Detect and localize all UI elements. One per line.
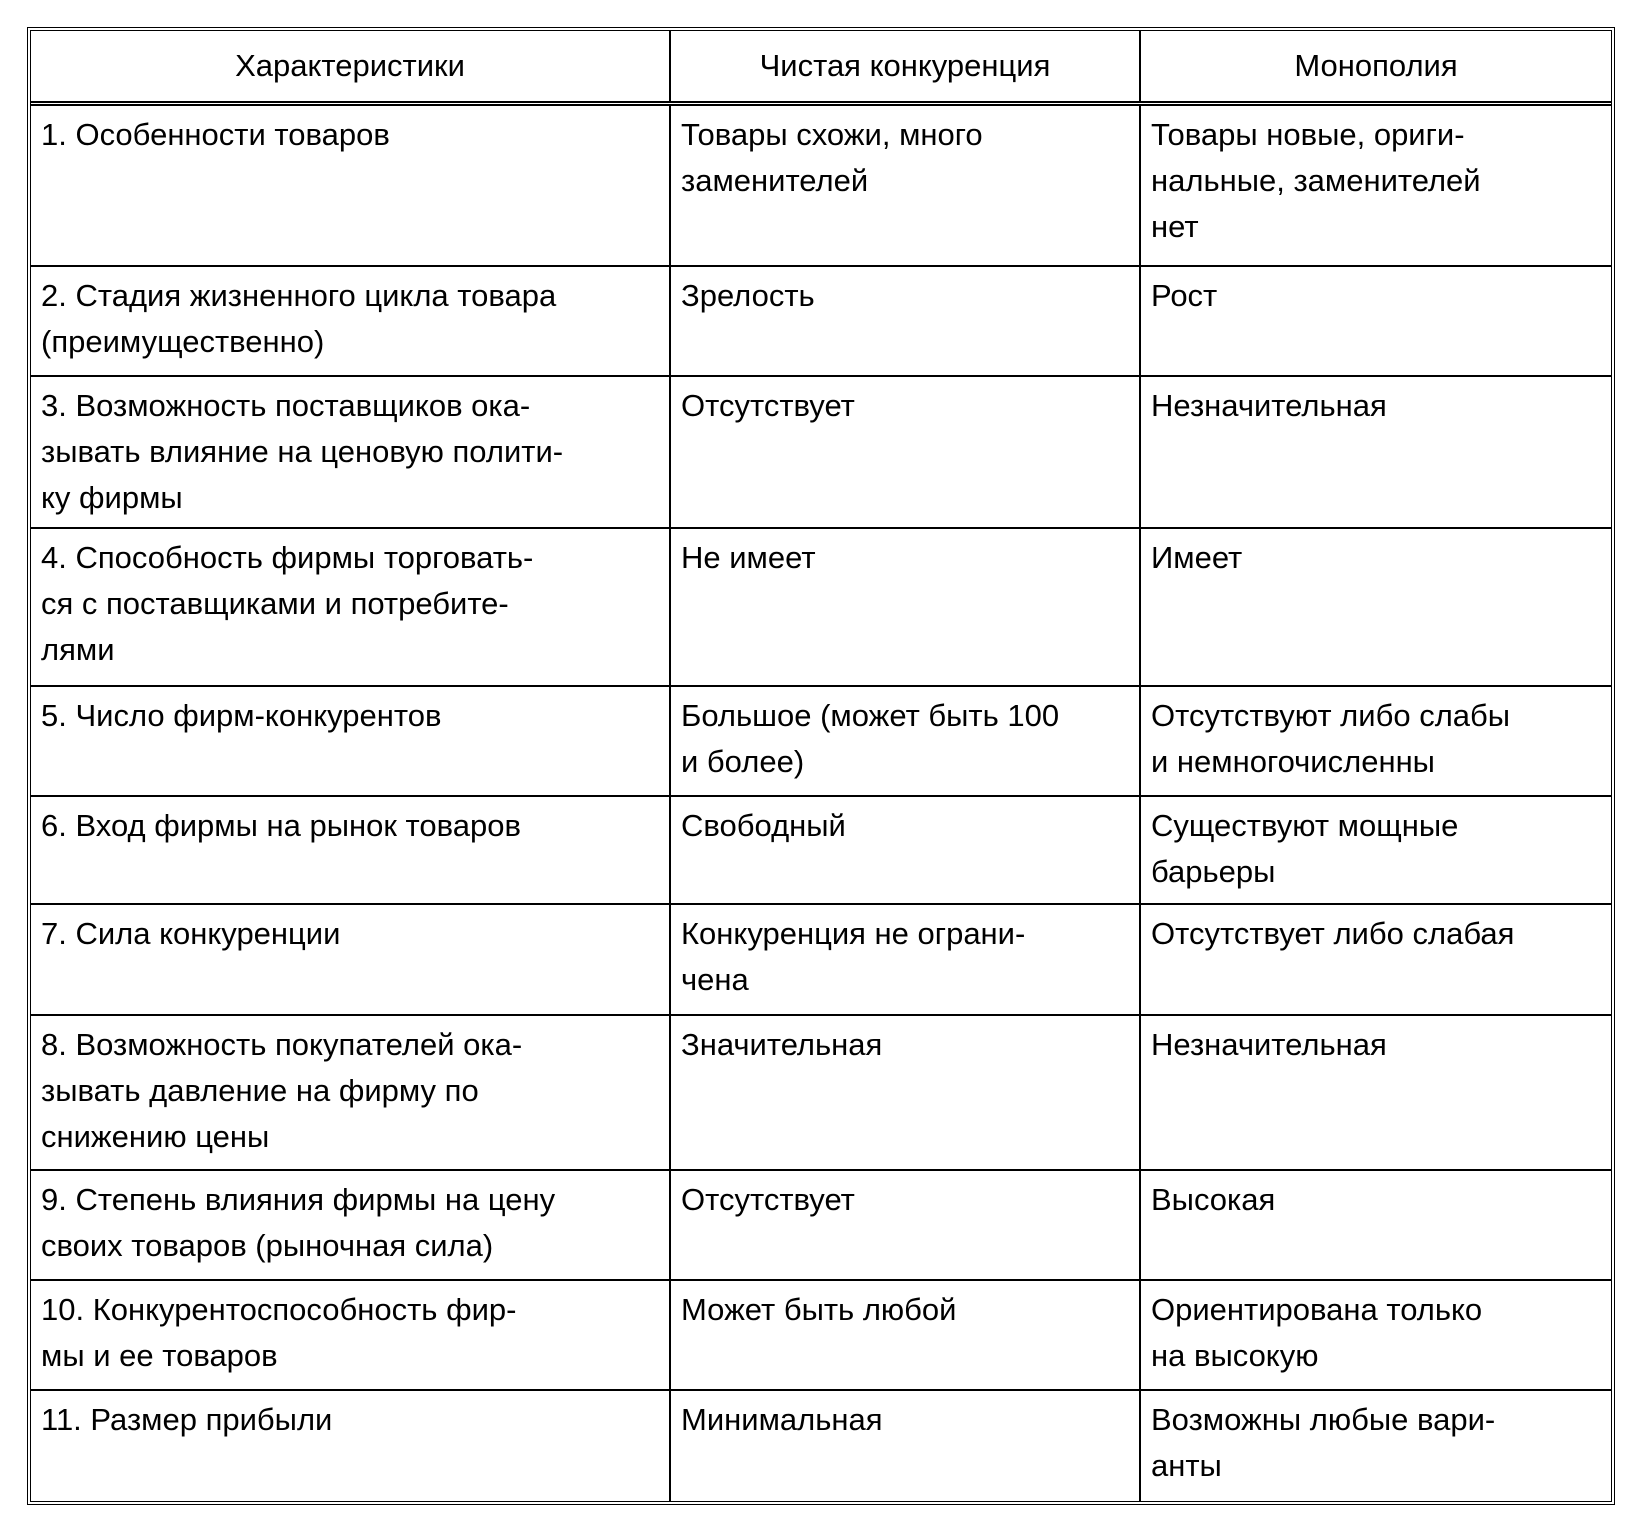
pure-competition-cell: Конкуренция не ограни- чена	[670, 904, 1140, 1015]
characteristic-cell: 10. Конкурентоспособность фир- мы и ее товаров	[31, 1280, 670, 1390]
characteristic-cell: 6. Вход фирмы на рынок товаров	[31, 796, 670, 903]
pure-competition-cell: Минимальная	[670, 1390, 1140, 1501]
pure-competition-cell: Большое (может быть 100 и более)	[670, 686, 1140, 796]
characteristic-cell: 7. Сила конкуренции	[31, 904, 670, 1015]
characteristic-cell: 8. Возможность покупателей ока- зывать давление на фирму по снижению цены	[31, 1015, 670, 1170]
characteristic-cell: 9. Степень влияния фирмы на цену своих товаров (рыночная сила)	[31, 1170, 670, 1280]
table-row	[31, 528, 1611, 686]
table-row	[31, 796, 1611, 903]
pure-competition-cell: Отсутствует	[670, 376, 1140, 528]
monopoly-cell: Существуют мощные барьеры	[1140, 796, 1611, 903]
monopoly-cell: Ориентирована только на высокую	[1140, 1280, 1611, 1390]
characteristic-cell: 1. Особенности товаров	[31, 103, 670, 266]
monopoly-cell: Имеет	[1140, 528, 1611, 686]
characteristic-cell: 2. Стадия жизненного цикла товара (преимущественно)	[31, 266, 670, 376]
table-row	[31, 1280, 1611, 1390]
pure-competition-cell: Может быть любой	[670, 1280, 1140, 1390]
monopoly-cell: Рост	[1140, 266, 1611, 376]
characteristic-cell: 11. Размер прибыли	[31, 1390, 670, 1501]
pure-competition-cell: Отсутствует	[670, 1170, 1140, 1280]
monopoly-cell: Незначительная	[1140, 1015, 1611, 1170]
characteristic-cell: 5. Число фирм-конкурентов	[31, 686, 670, 796]
header-characteristics: Характеристики	[31, 31, 670, 103]
monopoly-cell: Незначительная	[1140, 376, 1611, 528]
table-row	[31, 1390, 1611, 1501]
monopoly-cell: Отсутствует либо слабая	[1140, 904, 1611, 1015]
header-monopoly: Монополия	[1140, 31, 1611, 103]
table-row	[31, 376, 1611, 528]
monopoly-cell: Отсутствуют либо слабы и немногочисленны	[1140, 686, 1611, 796]
header-pure-competition: Чистая конкуренция	[670, 31, 1140, 103]
table-row	[31, 1170, 1611, 1280]
table-row	[31, 686, 1611, 796]
characteristic-cell: 4. Способность фирмы торговать- ся с поставщиками и потребите- лями	[31, 528, 670, 686]
table-row	[31, 904, 1611, 1015]
comparison-table	[27, 27, 1615, 1505]
monopoly-cell: Товары новые, ориги- нальные, заменителей нет	[1140, 103, 1611, 266]
monopoly-cell: Возможны любые вари- анты	[1140, 1390, 1611, 1501]
pure-competition-cell: Свободный	[670, 796, 1140, 903]
table-row	[31, 103, 1611, 266]
monopoly-cell: Высокая	[1140, 1170, 1611, 1280]
pure-competition-cell: Значительная	[670, 1015, 1140, 1170]
table-row	[31, 266, 1611, 376]
characteristic-cell: 3. Возможность поставщиков ока- зывать влияние на ценовую полити- ку фирмы	[31, 376, 670, 528]
pure-competition-cell: Зрелость	[670, 266, 1140, 376]
pure-competition-cell: Не имеет	[670, 528, 1140, 686]
header-row	[31, 31, 1611, 103]
table-row	[31, 1015, 1611, 1170]
pure-competition-cell: Товары схожи, много заменителей	[670, 103, 1140, 266]
